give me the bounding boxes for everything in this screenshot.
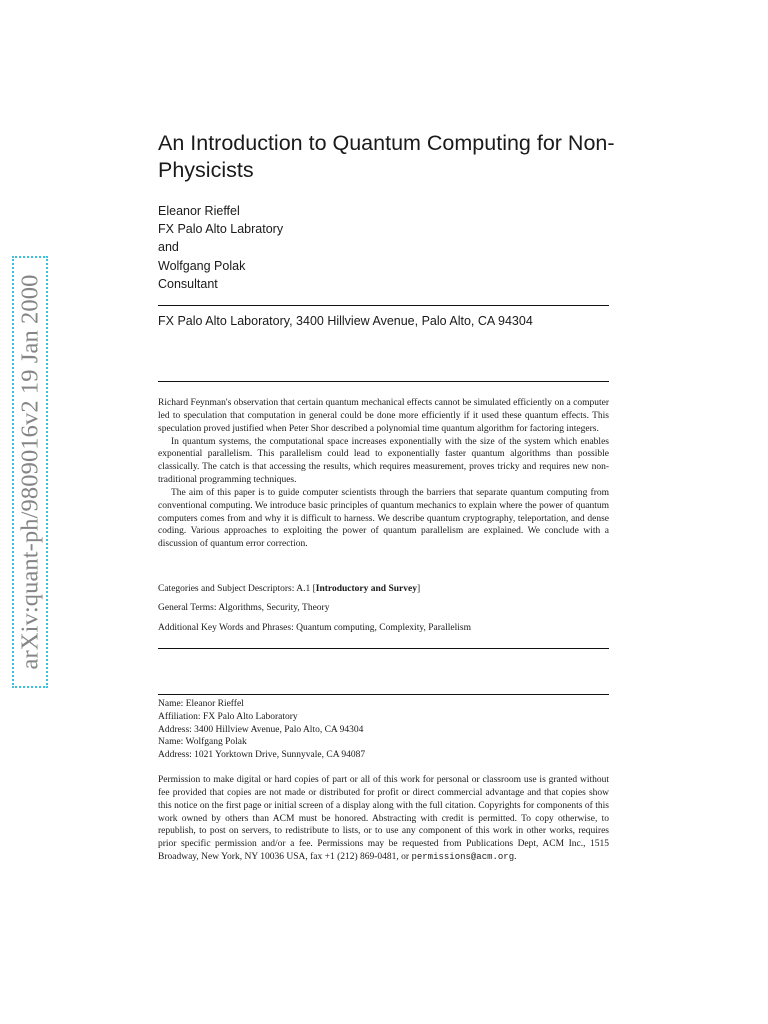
author-affiliation: FX Palo Alto Labratory	[158, 222, 284, 237]
general-terms-line: General Terms: Algorithms, Security, Theory	[158, 603, 330, 613]
divider-rule	[158, 648, 609, 649]
author-info-line: Name: Eleanor Rieffel	[158, 699, 244, 709]
abstract	[158, 397, 609, 551]
author-info-footnote	[158, 698, 365, 762]
categories-line	[158, 583, 609, 595]
author-info-line: Address: 3400 Hillview Avenue, Palo Alto, CA 94304	[158, 724, 364, 735]
divider-rule	[158, 305, 609, 306]
paper-title: An Introduction to Quantum Computing for Non-Physicists	[158, 131, 615, 182]
arxiv-identifier-stamp	[12, 256, 48, 688]
categories-bold: Introductory and Survey	[315, 584, 417, 594]
author-affiliation: Consultant	[158, 276, 218, 291]
abstract-paragraph: Richard Feynman's observation that certain quantum mechanical effects cannot be simulated efficiently on a computer led to speculation that computation in general could be done more efficiently if it used these quantum effects. This speculation proved justified when Peter Shor described a polynomial time quantum algorithm for factoring integers.	[158, 398, 609, 434]
permission-end: .	[514, 852, 517, 863]
footnote-rule	[158, 694, 609, 695]
permission-email: permissions@acm.org	[411, 852, 515, 863]
arxiv-identifier-text: arXiv:quant-ph/9809016v2 19 Jan 2000	[16, 274, 43, 670]
author-info-line: Name: Wolfgang Polak	[158, 737, 247, 748]
categories-prefix: Categories and Subject Descriptors: A.1 [	[158, 584, 316, 594]
author-info-line: Address: 1021 Yorktown Drive, Sunnyvale, CA 94087	[158, 750, 366, 761]
categories-suffix: ]	[416, 584, 421, 594]
author-info-line: Affiliation: FX Palo Alto Laboratory	[158, 711, 298, 722]
author-block	[158, 202, 283, 293]
author-name: Wolfgang Polak	[158, 258, 246, 273]
author-name: Eleanor Rieffel	[158, 204, 240, 218]
abstract-paragraph: In quantum systems, the computational space increases exponentially with the size of the system which enables exponential parallelism. This parallelism could lead to exponentially faster quantum algorithms than possible classically. The catch is that accessing the results, which requires measurement, proves tricky and requires new non-traditional programming techniques.	[158, 436, 609, 486]
author-conjunction: and	[158, 240, 179, 255]
permission-text: Permission to make digital or hard copies of part or all of this work for personal or classroom use is granted without fee provided that copies are not made or distributed for profit or direct commercial advantage and that copies show this notice on the first page or initial screen of a display along with the full citation. Copyrights for components of this work owned by others than ACM must be honored. Abstracting with credit is permitted. To copy otherwise, to republish, to post on servers, to redistribute to lists, or to use any component of this work in other works, requires prior specific permission and/or a fee. Permissions may be requested from Publications Dept, ACM Inc., 1515 Broadway, New York, NY 10036 USA, fax +1 (212) 869-0481, or	[158, 775, 609, 863]
divider-rule	[158, 381, 609, 382]
affiliation-address: FX Palo Alto Laboratory, 3400 Hillview Avenue, Palo Alto, CA 94304	[158, 314, 533, 328]
permission-notice	[158, 774, 609, 864]
keywords-line: Additional Key Words and Phrases: Quantum computing, Complexity, Parallelism	[158, 623, 471, 633]
abstract-paragraph: The aim of this paper is to guide computer scientists through the barriers that separate quantum computing from conventional computing. We introduce basic principles of quantum mechanics to explain where the power of quantum computers comes from and why it is difficult to harness. We describe quantum cryptography, teleportation, and dense coding. Various approaches to exploiting the power of quantum parallelism are explained. We conclude with a discussion of quantum error correction.	[158, 487, 609, 550]
